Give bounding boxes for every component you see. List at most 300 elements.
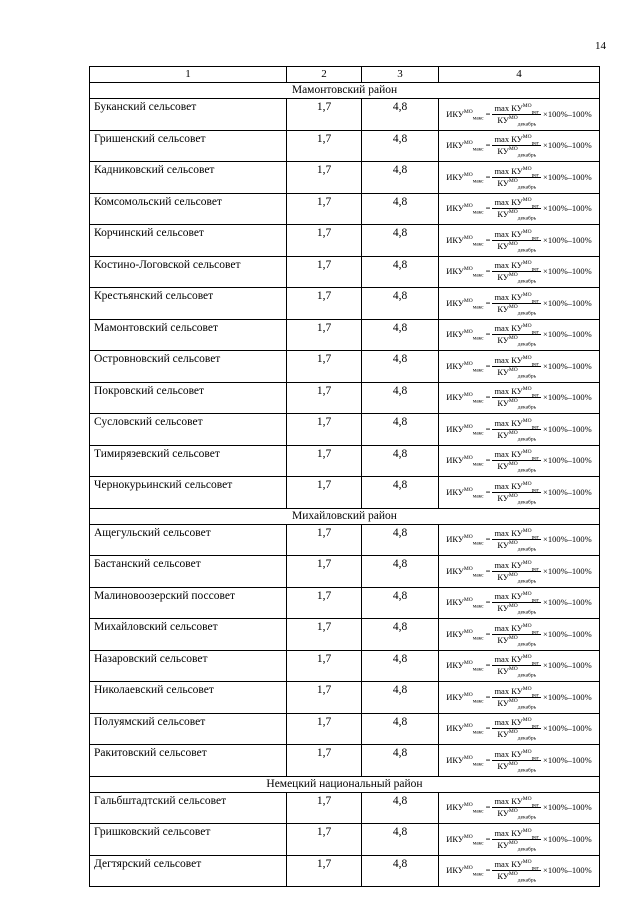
formula [439,748,599,774]
formula [439,559,599,585]
formula-numerator [492,529,541,540]
formula-lhs-sub: макс [472,430,484,437]
formula-lhs [446,360,484,374]
column-3-value: 4,8 [362,445,439,477]
formula-num-sup: МО [522,449,532,456]
formula-num-sup: МО [522,102,532,109]
formula-numerator [492,450,541,461]
formula-equals: = [485,108,491,119]
formula-den-sup: МО [508,366,518,373]
formula [439,134,599,159]
formula-tail: ×100%–100% [543,865,592,876]
formula-fraction [492,559,541,585]
formula-tail: ×100%–100% [543,171,592,182]
formula-lhs-sup: МО [463,108,473,115]
formula-den-sub: декабрь [517,247,537,254]
column-2-value: 1,7 [287,225,362,257]
formula [439,323,599,348]
formula-tail: ×100%–100% [543,329,592,340]
column-3-value: 4,8 [362,855,439,887]
formula-den-text: КУ [497,871,509,882]
formula-lhs-sub: макс [472,146,484,153]
formula-lhs-sup: МО [463,203,473,210]
formula-lhs-sub: макс [472,335,484,342]
municipality-name: Чернокурьинский сельсовет [90,477,287,509]
formula-lhs [446,486,484,500]
formula-num-text: max КУ [494,796,523,807]
formula-tail: ×100%–100% [543,628,592,639]
formula-den-sup: МО [508,492,518,499]
formula-lhs-text: ИКУ [446,802,464,813]
formula-num-text: max КУ [494,827,523,838]
formula [439,480,599,506]
formula [439,528,599,553]
column-2-value: 1,7 [287,824,362,856]
municipality-name: Корчинский сельсовет [90,225,287,257]
formula-num-text: max КУ [494,449,523,460]
formula-num-sup: МО [522,386,532,393]
formula-num-sub: рег [531,298,540,305]
formula-fraction [492,102,541,128]
formula-num-text: max КУ [494,685,523,696]
tariff-table [89,66,600,887]
formula-numerator [492,104,541,115]
formula-lhs-text: ИКУ [446,723,464,734]
column-2-value: 1,7 [287,650,362,682]
column-3-value: 4,8 [362,556,439,588]
formula-fraction [492,386,541,411]
column-3-value: 4,8 [362,619,439,651]
formula-fraction [492,591,541,616]
formula [439,796,599,821]
formula-fraction [492,197,541,222]
formula-den-sup: МО [508,146,518,153]
formula-numerator [492,387,541,398]
formula-den-sup: МО [508,808,518,815]
column-3-value: 4,8 [362,193,439,225]
formula-denominator [495,634,538,648]
formula-denominator [495,540,538,553]
formula-denominator [495,603,538,616]
formula-equals: = [485,833,491,844]
formula-den-sup: МО [508,729,518,736]
formula-num-sub: рег [531,834,540,841]
formula [439,417,599,443]
formula-num-sub: рег [531,235,540,242]
formula-equals: = [485,597,491,608]
formula-lhs-sub: макс [472,241,484,248]
formula-lhs-sub: макс [472,603,484,610]
formula-lhs-sup: МО [463,392,473,399]
formula-den-text: КУ [497,429,509,440]
formula-tail: ×100%–100% [543,597,592,608]
formula-den-sub: декабрь [517,121,537,128]
formula-den-sub: декабрь [517,310,537,317]
formula-den-text: КУ [497,760,509,771]
formula-fraction [492,260,541,285]
formula-numerator [492,829,541,840]
formula-numerator [492,860,541,871]
formula-equals: = [485,455,491,466]
table-row [90,193,600,225]
column-2-value: 1,7 [287,445,362,477]
formula-cell [439,288,600,320]
table-row [90,824,600,856]
formula-denominator [495,571,538,585]
formula-equals: = [485,392,491,403]
formula-num-sup: МО [522,323,532,330]
formula-lhs-sub: макс [472,493,484,500]
formula-lhs-text: ИКУ [446,865,464,876]
formula-denominator [495,839,538,853]
column-2-value: 1,7 [287,162,362,194]
formula-lhs-text: ИКУ [446,628,464,639]
formula [439,260,599,285]
column-number: 2 [287,67,362,83]
formula-num-text: max КУ [494,654,523,665]
column-2-value: 1,7 [287,351,362,383]
formula [439,654,599,679]
column-3-value: 4,8 [362,524,439,556]
formula-fraction [492,291,541,317]
column-2-value: 1,7 [287,130,362,162]
formula-numerator [492,230,541,241]
column-3-value: 4,8 [362,587,439,619]
formula-den-text: КУ [497,114,509,125]
formula-lhs-text: ИКУ [446,329,464,340]
formula-den-sup: МО [508,177,518,184]
table-row [90,713,600,745]
formula-tail: ×100%–100% [543,534,592,545]
formula-lhs-sub: макс [472,666,484,673]
formula-num-sup: МО [522,260,532,267]
formula-numerator [492,718,541,729]
table-row [90,414,600,446]
section-header-row [90,776,600,792]
formula-cell [439,319,600,351]
formula-equals: = [485,486,491,497]
table-row [90,225,600,257]
formula-lhs-sup: МО [463,140,473,147]
formula-equals: = [485,329,491,340]
formula-num-sub: рег [531,487,540,494]
table-row [90,650,600,682]
formula [439,685,599,711]
formula-den-text: КУ [497,398,509,409]
municipality-name: Гальбштадтский сельсовет [90,792,287,824]
formula-equals: = [485,423,491,434]
formula-den-sub: декабрь [517,184,537,191]
formula-denominator [495,760,538,774]
formula-lhs-sup: МО [463,455,473,462]
formula-lhs-sub: макс [472,698,484,705]
table-row [90,382,600,414]
column-3-value: 4,8 [362,414,439,446]
formula-numerator [492,356,541,367]
formula-equals: = [485,171,491,182]
formula-tail: ×100%–100% [543,833,592,844]
formula-den-sub: декабрь [517,341,537,348]
formula [439,165,599,191]
column-3-value: 4,8 [362,650,439,682]
formula-equals: = [485,140,491,151]
formula-numerator [492,419,541,430]
formula-num-text: max КУ [494,717,523,728]
formula-num-text: max КУ [494,197,523,208]
formula-den-text: КУ [497,209,509,220]
formula-lhs-text: ИКУ [446,360,464,371]
table-row [90,524,600,556]
formula-denominator [495,871,538,884]
formula-fraction [492,796,541,821]
municipality-name: Сусловский сельсовет [90,414,287,446]
formula-num-sup: МО [522,165,532,172]
formula-denominator [495,808,538,821]
formula-tail: ×100%–100% [543,108,592,119]
formula-num-sup: МО [522,717,532,724]
formula-denominator [495,114,538,128]
formula-lhs-sup: МО [463,754,473,761]
formula-denominator [495,697,538,711]
formula-numerator [492,561,541,572]
formula-equals: = [485,360,491,371]
formula-num-sub: рег [531,203,540,210]
formula-num-text: max КУ [494,102,523,113]
formula-denominator [495,461,538,474]
formula [439,197,599,222]
table-row [90,130,600,162]
formula-equals: = [485,565,491,576]
formula-num-text: max КУ [494,528,523,539]
formula-num-sup: МО [522,480,532,487]
municipality-name: Островновский сельсовет [90,351,287,383]
column-2-value: 1,7 [287,713,362,745]
formula [439,386,599,411]
municipality-name: Мамонтовский сельсовет [90,319,287,351]
formula-den-sub: декабрь [517,373,537,380]
column-3-value: 4,8 [362,99,439,131]
municipality-name: Кадниковский сельсовет [90,162,287,194]
formula-cell [439,477,600,509]
formula-tail: ×100%–100% [543,297,592,308]
column-2-value: 1,7 [287,556,362,588]
formula [439,622,599,648]
formula-num-text: max КУ [494,260,523,271]
formula-lhs-text: ИКУ [446,203,464,214]
formula-lhs-text: ИКУ [446,392,464,403]
formula-lhs [446,392,484,405]
formula-fraction [492,417,541,443]
formula-lhs-sub: макс [472,272,484,279]
formula-numerator [492,797,541,808]
formula-num-sup: МО [522,685,532,692]
formula-tail: ×100%–100% [543,754,592,765]
formula-denominator [495,209,538,222]
formula-equals: = [485,660,491,671]
formula-fraction [492,165,541,191]
formula-num-sup: МО [522,197,532,204]
table-row [90,162,600,194]
formula-lhs-text: ИКУ [446,754,464,765]
column-2-value: 1,7 [287,477,362,509]
formula-lhs-text: ИКУ [446,565,464,576]
municipality-name: Комсомольский сельсовет [90,193,287,225]
formula-den-text: КУ [497,240,509,251]
formula-den-sub: декабрь [517,215,537,222]
formula-num-text: max КУ [494,591,523,602]
column-2-value: 1,7 [287,193,362,225]
formula-fraction [492,717,541,742]
formula-num-text: max КУ [494,480,523,491]
formula-tail: ×100%–100% [543,455,592,466]
municipality-name: Покровский сельсовет [90,382,287,414]
table-row [90,682,600,714]
formula-num-text: max КУ [494,859,523,870]
formula-equals: = [485,234,491,245]
formula-lhs-sup: МО [463,691,473,698]
formula-denominator [495,398,538,411]
formula-lhs-sup: МО [463,597,473,604]
formula-den-sub: декабрь [517,404,537,411]
formula-fraction [492,748,541,774]
formula-lhs-text: ИКУ [446,534,464,545]
formula-den-sup: МО [508,871,518,878]
table-row [90,445,600,477]
formula [439,827,599,853]
formula-den-text: КУ [497,303,509,314]
formula-cell [439,650,600,682]
formula-den-sub: декабрь [517,609,537,616]
formula-den-sub: декабрь [517,735,537,742]
formula-num-sup: МО [522,354,532,361]
formula-den-text: КУ [497,366,509,377]
table-row [90,288,600,320]
section-header-row [90,83,600,99]
formula-fraction [492,323,541,348]
formula-cell [439,445,600,477]
column-3-value: 4,8 [362,713,439,745]
formula-lhs [446,266,484,279]
column-3-value: 4,8 [362,351,439,383]
formula-lhs-sub: макс [472,761,484,768]
formula-den-sup: МО [508,540,518,547]
formula-den-sup: МО [508,697,518,704]
formula-equals: = [485,754,491,765]
municipality-name: Ракитовский сельсовет [90,745,287,777]
formula-denominator [495,146,538,159]
formula-lhs-sup: МО [463,171,473,178]
formula-num-text: max КУ [494,291,523,302]
formula-lhs-sub: макс [472,635,484,642]
formula-fraction [492,859,541,884]
formula-cell [439,130,600,162]
column-3-value: 4,8 [362,288,439,320]
formula-lhs-text: ИКУ [446,660,464,671]
formula-den-sub: декабрь [517,467,537,474]
formula-lhs-sub: макс [472,461,484,468]
formula [439,591,599,616]
formula-den-sub: декабрь [517,846,537,853]
formula-lhs-sup: МО [463,534,473,541]
column-number: 1 [90,67,287,83]
formula-cell [439,99,600,131]
formula-den-sup: МО [508,335,518,342]
formula-num-text: max КУ [494,386,523,397]
formula-lhs [446,865,484,878]
formula-den-text: КУ [497,839,509,850]
formula-cell [439,162,600,194]
formula-denominator [495,240,538,254]
formula-den-sup: МО [508,272,518,279]
formula-den-sub: декабрь [517,436,537,443]
formula-num-sub: рег [531,266,540,273]
formula-cell [439,414,600,446]
formula-lhs-sup: МО [463,234,473,241]
formula-num-sub: рег [531,424,540,431]
formula-num-sup: МО [522,591,532,598]
formula-den-text: КУ [497,634,509,645]
page-number: 14 [595,40,606,52]
formula-fraction [492,622,541,648]
formula-fraction [492,654,541,679]
formula-num-text: max КУ [494,354,523,365]
formula [439,291,599,317]
formula-numerator [492,482,541,493]
formula-lhs-sub: макс [472,840,484,847]
municipality-name: Михайловский сельсовет [90,619,287,651]
formula-lhs [446,108,484,122]
column-3-value: 4,8 [362,162,439,194]
formula-equals: = [485,865,491,876]
table-row [90,556,600,588]
formula-den-sup: МО [508,461,518,468]
formula-den-sup: МО [508,760,518,767]
table-row [90,587,600,619]
formula-num-sub: рег [531,329,540,336]
formula-fraction [492,528,541,553]
formula-num-text: max КУ [494,323,523,334]
formula-num-sub: рег [531,140,540,147]
formula-lhs-sup: МО [463,360,473,367]
formula-den-sub: декабрь [517,641,537,648]
formula-num-sub: рег [531,597,540,604]
formula-lhs [446,534,484,547]
formula-den-text: КУ [497,492,509,503]
formula-num-sup: МО [522,827,532,834]
formula-denominator [495,429,538,443]
formula-num-sub: рег [531,802,540,809]
formula-equals: = [485,723,491,734]
formula-lhs-text: ИКУ [446,140,464,151]
formula-num-text: max КУ [494,165,523,176]
formula-fraction [492,685,541,711]
column-3-value: 4,8 [362,477,439,509]
table-row [90,256,600,288]
formula-num-sup: МО [522,291,532,298]
formula-fraction [492,134,541,159]
column-3-value: 4,8 [362,745,439,777]
section-title: Михайловский район [90,508,600,524]
formula-cell [439,382,600,414]
formula-lhs-text: ИКУ [446,423,464,434]
formula-num-sup: МО [522,417,532,424]
formula-tail: ×100%–100% [543,392,592,403]
formula-numerator [492,198,541,209]
column-3-value: 4,8 [362,824,439,856]
formula-cell [439,713,600,745]
formula-fraction [492,354,541,380]
formula-tail: ×100%–100% [543,723,592,734]
